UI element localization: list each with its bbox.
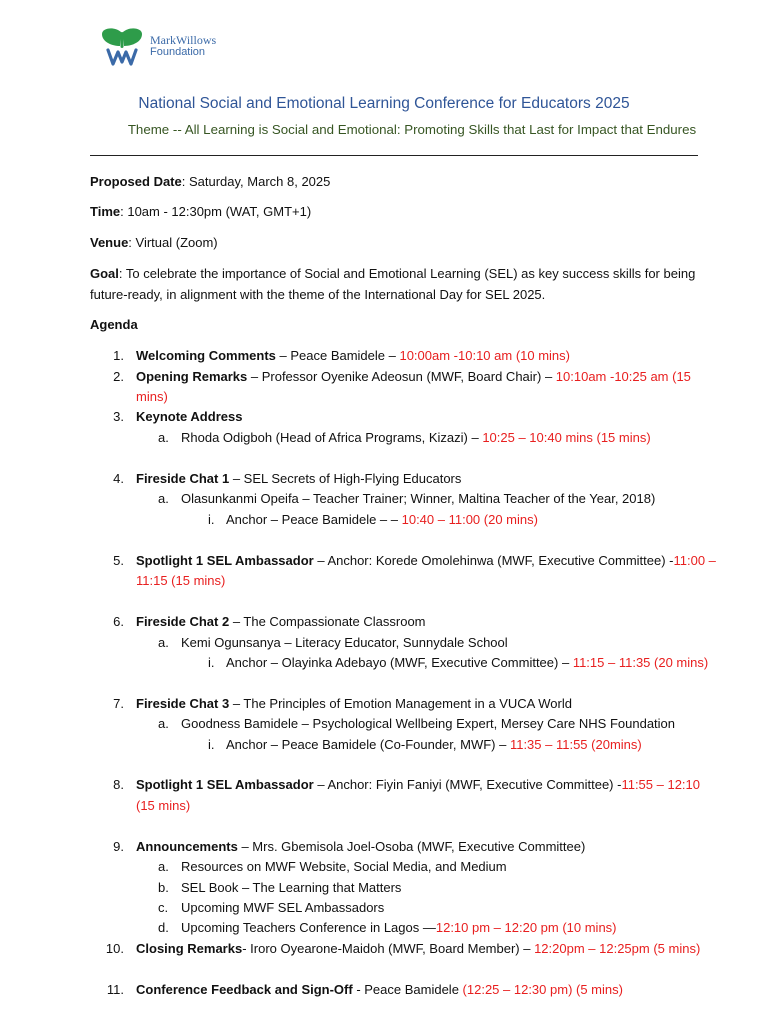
sub-item-text: SEL Book – The Learning that Matters: [181, 880, 402, 895]
item-title: Conference Feedback and Sign-Off: [136, 982, 353, 997]
sub-sub-item-marker: i.: [208, 512, 215, 527]
sub-sub-item-marker: i.: [208, 737, 215, 752]
item-time: (12:25 – 12:30 pm) (5 mins): [462, 982, 623, 997]
proposed-date: [90, 172, 330, 191]
sub-item-text: Kemi Ogunsanya – Literacy Educator, Sunnydale School: [181, 635, 508, 650]
item-text: - Iroro Oyearone-Maidoh (MWF, Board Member) –: [242, 941, 535, 956]
item-number: 3.: [113, 409, 124, 424]
sub-item-marker: a.: [158, 491, 169, 506]
sub-item-marker: b.: [158, 880, 169, 895]
conference-theme: Theme -- All Learning is Social and Emotional: Promoting Skills that Last for Impact that Endures: [127, 122, 697, 137]
item-number: 5.: [113, 553, 124, 568]
agenda-heading: [90, 315, 138, 334]
butterfly-logo-icon: [100, 26, 144, 68]
goal: [90, 264, 695, 283]
agenda-label: Agenda: [90, 317, 138, 332]
logo-wordmark: MarkWillows: [150, 33, 217, 47]
item-text: – SEL Secrets of High-Flying Educators: [229, 471, 462, 486]
item-number: 4.: [113, 471, 124, 486]
sub-sub-item-text: Anchor – Peace Bamidele (Co-Founder, MWF) –: [226, 737, 510, 752]
sub-item-marker: a.: [158, 635, 169, 650]
item-text: – Anchor: Korede Omolehinwa (MWF, Executive Committee) -: [313, 553, 674, 568]
time: [90, 202, 311, 221]
item-title: Fireside Chat 1: [136, 471, 230, 486]
time-label: Time: [90, 204, 121, 219]
item-title: Spotlight 1 SEL Ambassador: [136, 777, 314, 792]
item-text: – Anchor: Fiyin Faniyi (MWF, Executive Committee) -: [313, 777, 622, 792]
item-time: 12:20pm – 12:25pm (5 mins): [534, 941, 701, 956]
item-number: 8.: [113, 777, 124, 792]
sub-item-marker: c.: [158, 900, 169, 915]
item-time: 10:00am -10:10 am (10 mins): [399, 348, 570, 363]
goal-label: Goal: [90, 266, 119, 281]
sub-item-text: Olasunkanmi Opeifa – Teacher Trainer; Winner, Maltina Teacher of the Year, 2018): [181, 491, 656, 506]
date-value: : Saturday, March 8, 2025: [181, 174, 331, 189]
page-title: National Social and Emotional Learning Conference for Educators 2025: [138, 95, 630, 112]
item-time-continued: 11:15 (15 mins): [136, 573, 226, 588]
sub-item-marker: a.: [158, 430, 169, 445]
sub-sub-item-time: 11:15 – 11:35 (20 mins): [572, 655, 709, 670]
sub-sub-item-time: 11:35 – 11:55 (20mins): [509, 737, 642, 752]
logo-subtitle: Foundation: [150, 46, 206, 58]
sub-sub-item-text: Anchor – Olayinka Adebayo (MWF, Executive Committee) –: [226, 655, 573, 670]
venue: [90, 233, 218, 252]
sub-item-text: Goodness Bamidele – Psychological Wellbeing Expert, Mersey Care NHS Foundation: [181, 716, 676, 731]
time-value: : 10am - 12:30pm (WAT, GMT+1): [120, 204, 312, 219]
item-text: - Peace Bamidele: [352, 982, 463, 997]
goal-text-line1: : To celebrate the importance of Social and Emotional Learning (SEL) as key success skills for being: [118, 266, 696, 281]
sub-item-marker: d.: [158, 920, 169, 935]
item-number: 9.: [113, 839, 124, 854]
date-label: Proposed Date: [90, 174, 182, 189]
item-text: – Mrs. Gbemisola Joel-Osoba (MWF, Executive Committee): [237, 839, 586, 854]
foundation-logo: [100, 26, 250, 68]
item-text: – The Principles of Emotion Management in a VUCA World: [229, 696, 572, 711]
item-title: Welcoming Comments: [136, 348, 276, 363]
item-title: Fireside Chat 2: [136, 614, 230, 629]
sub-item-time: 12:10 pm – 12:20 pm (10 mins): [435, 920, 617, 935]
item-title: Announcements: [136, 839, 238, 854]
item-text: – Peace Bamidele –: [275, 348, 400, 363]
item-time: 10:10am -10:25 am (15: [555, 369, 691, 384]
item-time-continued: mins): [136, 389, 168, 404]
item-time-continued: (15 mins): [136, 798, 191, 813]
item-title: Spotlight 1 SEL Ambassador: [136, 553, 314, 568]
sub-item-marker: a.: [158, 716, 169, 731]
item-number: 7.: [113, 696, 124, 711]
goal-text-line2: future-ready, in alignment with the theme of the International Day for SEL 2025.: [90, 287, 546, 302]
sub-item-text: Rhoda Odigboh (Head of Africa Programs, Kizazi) –: [181, 430, 483, 445]
item-time: 11:55 – 12:10: [621, 777, 701, 792]
item-number: 2.: [113, 369, 124, 384]
item-number: 1.: [113, 348, 124, 363]
sub-item-marker: a.: [158, 859, 169, 874]
sub-item-time: 10:25 – 10:40 mins (15 mins): [482, 430, 651, 445]
venue-value: : Virtual (Zoom): [128, 235, 218, 250]
sub-item-text: Upcoming Teachers Conference in Lagos —: [181, 920, 436, 935]
sub-sub-item-text: Anchor – Peace Bamidele – –: [226, 512, 402, 527]
item-title: Fireside Chat 3: [136, 696, 230, 711]
sub-sub-item-time: 10:40 – 11:00 (20 mins): [401, 512, 538, 527]
item-number: 11.: [106, 982, 124, 997]
sub-item-text: Upcoming MWF SEL Ambassadors: [181, 900, 385, 915]
item-title: Closing Remarks: [136, 941, 243, 956]
item-text: – The Compassionate Classroom: [229, 614, 426, 629]
sub-item-text: Resources on MWF Website, Social Media, and Medium: [181, 859, 507, 874]
sub-sub-item-marker: i.: [208, 655, 215, 670]
venue-label: Venue: [90, 235, 129, 250]
item-time: 11:00 –: [673, 553, 716, 568]
item-number: 6.: [113, 614, 124, 629]
divider: [90, 155, 698, 156]
item-title: Keynote Address: [136, 409, 243, 424]
item-text: – Professor Oyenike Adeosun (MWF, Board Chair) –: [247, 369, 556, 384]
item-title: Opening Remarks: [136, 369, 248, 384]
item-number: 10.: [105, 941, 124, 956]
